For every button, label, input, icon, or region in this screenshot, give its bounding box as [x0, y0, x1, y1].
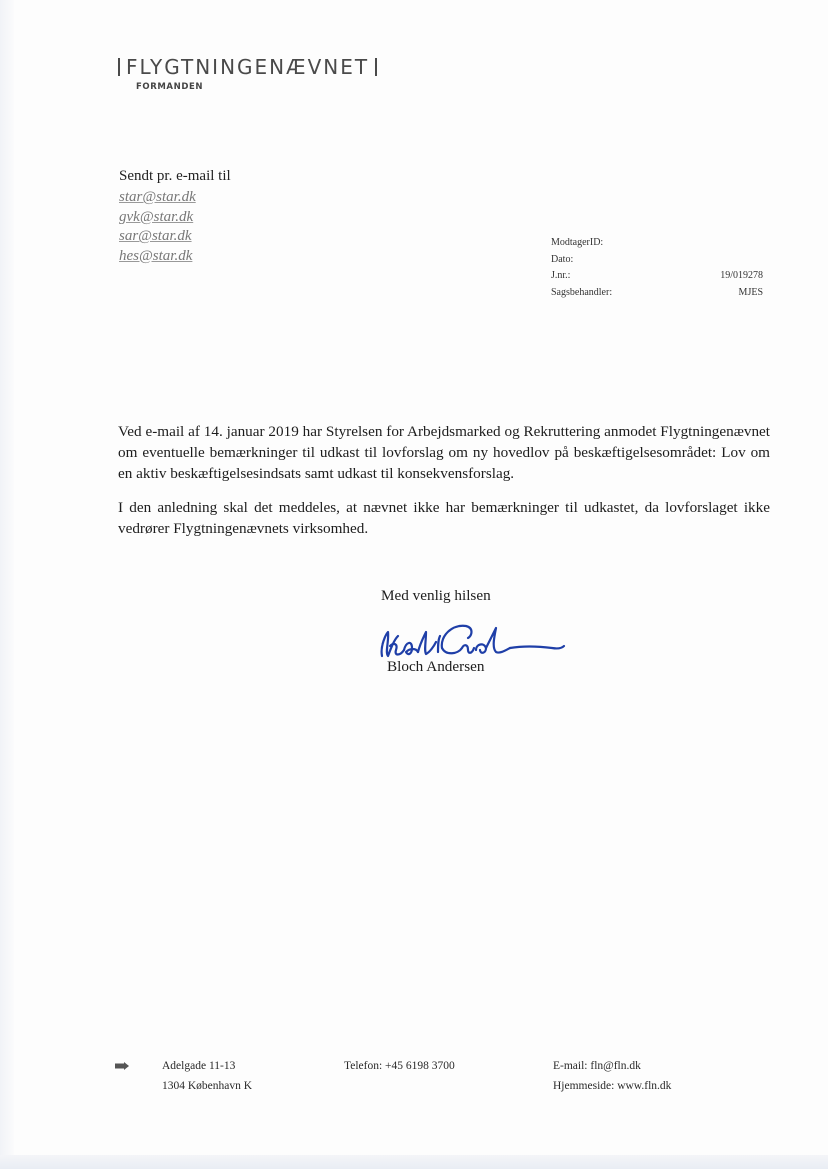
- logo-bar-left: [118, 58, 120, 76]
- recipient-email-link[interactable]: star@star.dk: [119, 189, 196, 205]
- footer-contact: [553, 1056, 671, 1096]
- recipient-email-link[interactable]: gvk@star.dk: [119, 208, 194, 225]
- logo-bar-right: [375, 58, 377, 76]
- case-metadata: [551, 235, 771, 301]
- scan-edge-bottom: [0, 1155, 828, 1169]
- letterhead-logo: [118, 55, 383, 79]
- body-paragraph: Ved e-mail af 14. januar 2019 har Styrelsen for Arbejdsmarked og Rekruttering anmodet Flygtningenævnet om eventuelle bemærkninger til udkast til lovforslag om ny hovedlov på beskæftigelsesområdet: Lov om en aktiv beskæftigelsesindsats samt udkast til konsekvensforslag.: [118, 423, 770, 482]
- meta-label: J.nr.:: [551, 270, 571, 281]
- meta-row-recipient-id: [551, 235, 771, 252]
- meta-row-case-number: [551, 268, 771, 285]
- body-paragraph: I den anledning skal det meddeles, at nævnet ikke har bemærkninger til udkastet, da lovforslaget ikke vedrører Flygtningenævnets virksomhed.: [118, 499, 770, 537]
- footer-phone: [344, 1056, 455, 1076]
- signer-name: Bloch Andersen: [387, 658, 485, 675]
- meta-value: MJES: [738, 286, 763, 298]
- footer-website[interactable]: Hjemmeside: www.fln.dk: [553, 1080, 672, 1092]
- recipients-label: Sendt pr. e-mail til: [119, 168, 231, 184]
- recipient-email-link[interactable]: sar@star.dk: [119, 228, 192, 244]
- recipients-block: [119, 166, 231, 266]
- letter-body: [118, 421, 770, 552]
- meta-row-date: [551, 252, 771, 269]
- footer-address-city: 1304 København K: [162, 1080, 253, 1092]
- footer-email[interactable]: E-mail: fln@fln.dk: [553, 1060, 641, 1072]
- footer-phone-text: Telefon: +45 6198 3700: [344, 1060, 455, 1072]
- organization-name: FLYGTNINGENÆVNET: [126, 55, 370, 79]
- closing-salutation: Med venlig hilsen: [381, 587, 491, 604]
- recipient-email-link[interactable]: hes@star.dk: [119, 247, 193, 264]
- scan-edge-left: [0, 0, 14, 1169]
- meta-label: Dato:: [551, 253, 574, 265]
- footer-address-street: Adelgade 11-13: [162, 1060, 236, 1072]
- meta-value: 19/019278: [720, 270, 763, 281]
- recipient-email-list: [119, 188, 231, 266]
- meta-label: ModtagerID:: [551, 237, 604, 248]
- footer-address: [162, 1056, 252, 1096]
- meta-label: Sagsbehandler:: [551, 286, 613, 298]
- letterhead-subtitle: FORMANDEN: [136, 82, 204, 92]
- meta-row-case-handler: [551, 285, 771, 302]
- arrow-right-icon: [115, 1062, 129, 1070]
